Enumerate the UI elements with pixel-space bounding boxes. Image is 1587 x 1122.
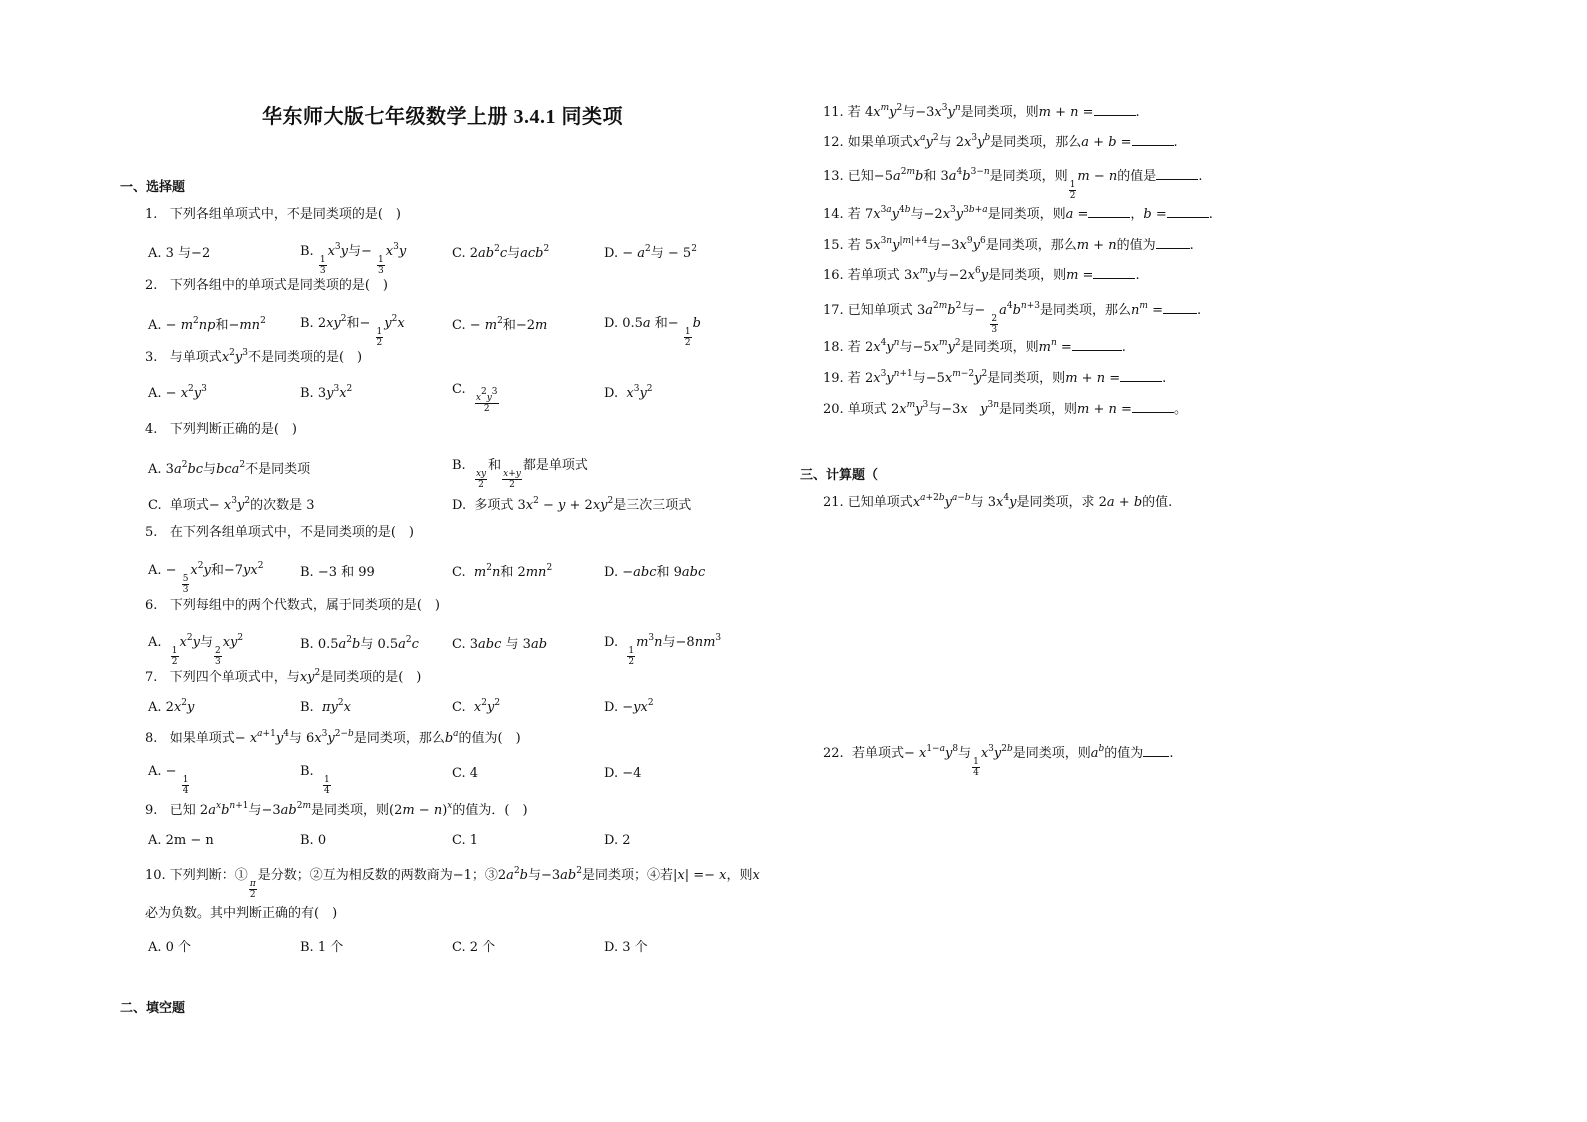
q4-option-c: C. 单项式− $x^3y^2$的次数是 3 — [148, 496, 315, 513]
question-5: 5. 在下列各组单项式中，不是同类项的是( ) — [145, 525, 414, 540]
question-1: 1. 下列各组单项式中，不是同类项的是( ) — [145, 207, 401, 222]
q6-option-d: D. $\frac{1}{2}$ $m^3n$与$-8nm^3$ — [604, 633, 722, 667]
q5-option-b: B. −3 和 99 — [300, 565, 375, 580]
q3-option-c: C. $\frac{x^2y^3}{2}$ — [452, 382, 498, 414]
q9-option-a: A. 2m − n — [148, 833, 214, 848]
question-15: 15. 若 $5x^{3n}y^{|m|+4}$与$-3x^9y^6$是同类项，那么m + n的值为 . — [823, 236, 1194, 253]
q8-option-b: B. $\frac{1}{4}$ — [300, 764, 330, 796]
page-title: 华东师大版七年级数学上册 3.4.1 同类项 — [262, 106, 623, 128]
question-4: 4. 下列判断正确的是( ) — [145, 422, 297, 437]
question-12: 12. 如果单项式$x^ay^2$与 $2x^3y^b$是同类项，那么a + b = . — [823, 133, 1178, 150]
question-17: 17. 已知单项式 $3a^{2m}b^2$与− $\frac{2}{3}$ $a^4b^{n+3}$是同类项，那么$n^m$ = . — [823, 301, 1202, 335]
q6-option-b: B. $0.5a^2b$与 $0.5a^2c$ — [300, 635, 419, 652]
q3-option-a: A. − $x^2y^3$ — [148, 384, 207, 401]
question-2: 2. 下列各组中的单项式是同类项的是( ) — [145, 278, 388, 293]
q1-option-a: A. 3 与−2 — [148, 246, 211, 261]
q10-option-a: A. 0 个 — [148, 940, 192, 955]
section-heading-fill: 二、填空题 — [120, 1001, 186, 1016]
q10-option-d: D. 3 个 — [604, 940, 648, 955]
q4-option-b: B. $\frac{xy}{2}$ 和 $\frac{x+y}{2}$ 都是单项式 — [452, 458, 588, 490]
question-13: 13. 已知$-5a^{2m}b$和 $3a^4b^{3-n}$是同类项，则 $\frac{1}{2}$ m − n的值是 . — [823, 167, 1203, 201]
q1-option-c: C. $2ab^2c$与acb$^2$ — [452, 244, 550, 261]
q5-option-a: A. − $\frac{5}{3}$ $x^2y$和$-7yx^2$ — [148, 561, 264, 595]
q7-option-c: C. $x^2y^2$ — [452, 698, 501, 715]
question-22: 22. 若单项式− $x^{1-a}y^8$与 $\frac{1}{4}$ $x^3y^{2b}$是同类项，则$a^b$的值为 . — [823, 744, 1174, 778]
q7-option-d: D. $-yx^2$ — [604, 698, 654, 715]
q3-option-b: B. $3y^3x^2$ — [300, 384, 353, 401]
q2-option-a: A. − $m^2np$和$-mn^2$ — [148, 316, 266, 333]
q8-option-d: D. −4 — [604, 766, 642, 781]
q3-option-d: D. $x^3y^2$ — [604, 384, 653, 401]
q10-option-b: B. 1 个 — [300, 940, 344, 955]
section-heading-calc: 三、计算题（ — [800, 468, 879, 483]
q7-option-b: B. $\pi y^2x$ — [300, 698, 351, 715]
q6-option-a: A. $\frac{1}{2}$ $x^2y$与 $\frac{2}{3}$ $xy^2$ — [148, 633, 244, 667]
question-6: 6. 下列每组中的两个代数式，属于同类项的是( ) — [145, 598, 440, 613]
section-heading-choice: 一、选择题 — [120, 180, 186, 195]
q6-option-c: C. 3abc 与 3ab — [452, 637, 548, 652]
q7-option-a: A. $2x^2y$ — [148, 698, 195, 715]
q1-option-d: D. − $a^2$与 − $5^2$ — [604, 244, 697, 261]
q2-option-d: D. 0.5a 和− $\frac{1}{2}$ b — [604, 316, 701, 348]
question-16: 16. 若单项式 $3x^my$与$-2x^6y$是同类项，则m = . — [823, 266, 1140, 283]
question-10-continued: 必为负数。其中判断正确的有( ) — [145, 906, 338, 921]
q5-option-c: C. $m^2n$和 $2mn^2$ — [452, 563, 553, 580]
q9-option-d: D. 2 — [604, 833, 631, 848]
q2-option-b: B. $2xy^2$和− $\frac{1}{2}$ $y^2x$ — [300, 314, 405, 348]
question-7: 7. 下列四个单项式中，与$xy^2$是同类项的是( ) — [145, 668, 422, 685]
q4-option-a: A. $3a^2bc$与bca$^2$不是同类项 — [148, 460, 311, 477]
q10-option-c: C. 2 个 — [452, 940, 496, 955]
question-9: 9. 已知 $2a^xb^{n+1}$与$-3ab^{2m}$是同类项，则$(2m - n)^x$的值为．( ) — [145, 801, 528, 818]
q8-option-c: C. 4 — [452, 766, 479, 781]
question-19: 19. 若 $2x^3y^{n+1}$与$-5x^{m-2}y^2$是同类项，则m + n = . — [823, 369, 1167, 386]
q2-option-c: C. − $m^2$和−2m — [452, 316, 548, 333]
question-20: 20. 单项式 $2x^my^3$与−3x $y^{3n}$是同类项，则m + n = 。 — [823, 400, 1187, 417]
question-18: 18. 若 $2x^4y^n$与$-5x^my^2$是同类项，则$m^n$ = . — [823, 338, 1126, 355]
question-8: 8. 如果单项式− $x^{a+1}y^4$与 $6x^3y^{2-b}$是同类项，那么$b^a$的值为( ) — [145, 729, 521, 746]
q5-option-d: D. −abc和 9abc — [604, 565, 706, 580]
q9-option-b: B. 0 — [300, 833, 327, 848]
q9-option-c: C. 1 — [452, 833, 479, 848]
q4-option-d: D. 多项式 $3x^2 - y + 2xy^2$是三次三项式 — [452, 496, 692, 513]
question-14: 14. 若 $7x^{3a}y^{4b}$与$-2x^3y^{3b+a}$是同类项，则a = ，b = . — [823, 205, 1213, 222]
question-3: 3. 与单项式$x^2y^3$不是同类项的是( ) — [145, 348, 363, 365]
q8-option-a: A. − $\frac{1}{4}$ — [148, 764, 189, 796]
question-21: 21. 已知单项式$x^{a+2b}y^{a-b}$与 $3x^4y$是同类项，求 2a + b的值. — [823, 493, 1173, 510]
question-10: 10. 下列判断：① $\frac{\pi}{2}$ 是分数；②互为相反数的两数商为−1；$③2a^2b$与$-3ab^2$是同类项；④若|x| =− x，则x — [145, 866, 760, 900]
q1-option-b: B. $\frac{1}{3}$ $x^3y$与− $\frac{1}{3}$ $x^3y$ — [300, 242, 407, 276]
question-11: 11. 若 $4x^my^2$与$-3x^3y^n$是同类项，则m + n = . — [823, 103, 1140, 120]
